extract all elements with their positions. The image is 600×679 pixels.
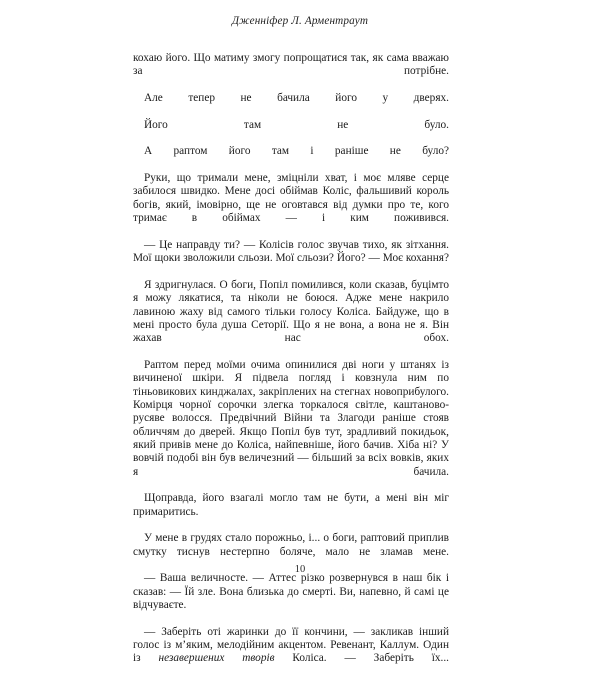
text-run: Коліса. — Заберіть їх... — [274, 652, 449, 665]
body-paragraph: — Це направду ти? — Колісів голос звучав тихо, як зітхання. Мої щоки зволожили сльози. Мої сльози? Його? — Моє кохання? — [133, 238, 449, 265]
body-text-block — [133, 52, 449, 679]
body-paragraph: Але тепер не бачила його у дверях. — [144, 92, 449, 105]
body-paragraph: Раптом перед моїми очима опинилися дві ноги у штанях із вичиненої шкіри. Я підвела погляд і ковзнула ним по тіньовикових кинджалах, закріплених на стегнах новоприбулого. Комірця чорної сорочки злегка торкалося світле, каштаново-русяве волосся. Предвічний Війни та Злагоди раніше стояв обличчям до дверей. Якщо Попіл був тут, зрадливий покидьок, який привів мене до Коліса, найпевніше, його бачив. Хіба ні? У вовчій подобі він був величезний — більший за всіх вовків, яких я бачила. — [133, 358, 449, 478]
running-head-author: Дженніфер Л. Арментраут — [231, 15, 369, 27]
body-paragraph: Я здригнулася. О боги, Попіл помилився, коли сказав, буцімто я можу лякатися, та ніколи не боюся. Адже мене накрило лавиною жаху від самого тільки голосу Коліса. Байдуже, що в мені просто була душа Сеторії. Що я не вона, а вона не я. Він жахав нас обох. — [133, 278, 449, 345]
body-paragraph: Щоправда, його взагалі могло там не бути, а мені він міг примаритись. — [133, 492, 449, 518]
body-paragraph: Його там не було. — [144, 118, 449, 131]
body-paragraph: А раптом його там і раніше не було? — [144, 145, 449, 158]
body-paragraph: У мене в грудях стало порожньо, і... о боги, раптовий приплив смутку тиснув нестерпно боляче, мало не зламав мене. — [133, 532, 449, 558]
page-number: 10 — [294, 564, 306, 575]
body-paragraph: кохаю його. Що матиму змогу попрощатися так, як сама вважаю за потрібне. — [133, 52, 449, 78]
body-paragraph — [133, 626, 449, 679]
body-paragraph: Руки, що тримали мене, зміцніли хват, і моє мляве серце забилося швидко. Мене досі обіймав Коліс, фальшивий король богів, який, імовірно, ще не оговтався від думки про те, кого тримає в обіймах — і ким поживився. — [133, 172, 449, 225]
text-run: — Заберіть оті жаринки до її кончини, — закликав інший голос із м’яким, мелодійним акцентом. Ревенант, Каллум. Один із — [133, 625, 449, 665]
body-paragraph: — Ваша величносте. — Аттес різко розвернувся в наш бік і сказав: — Їй зле. Вона близька до смерті. Ви, напевно, й самі це відчуваєте. — [133, 572, 449, 612]
italic-phrase: незавершених творів — [158, 652, 275, 665]
